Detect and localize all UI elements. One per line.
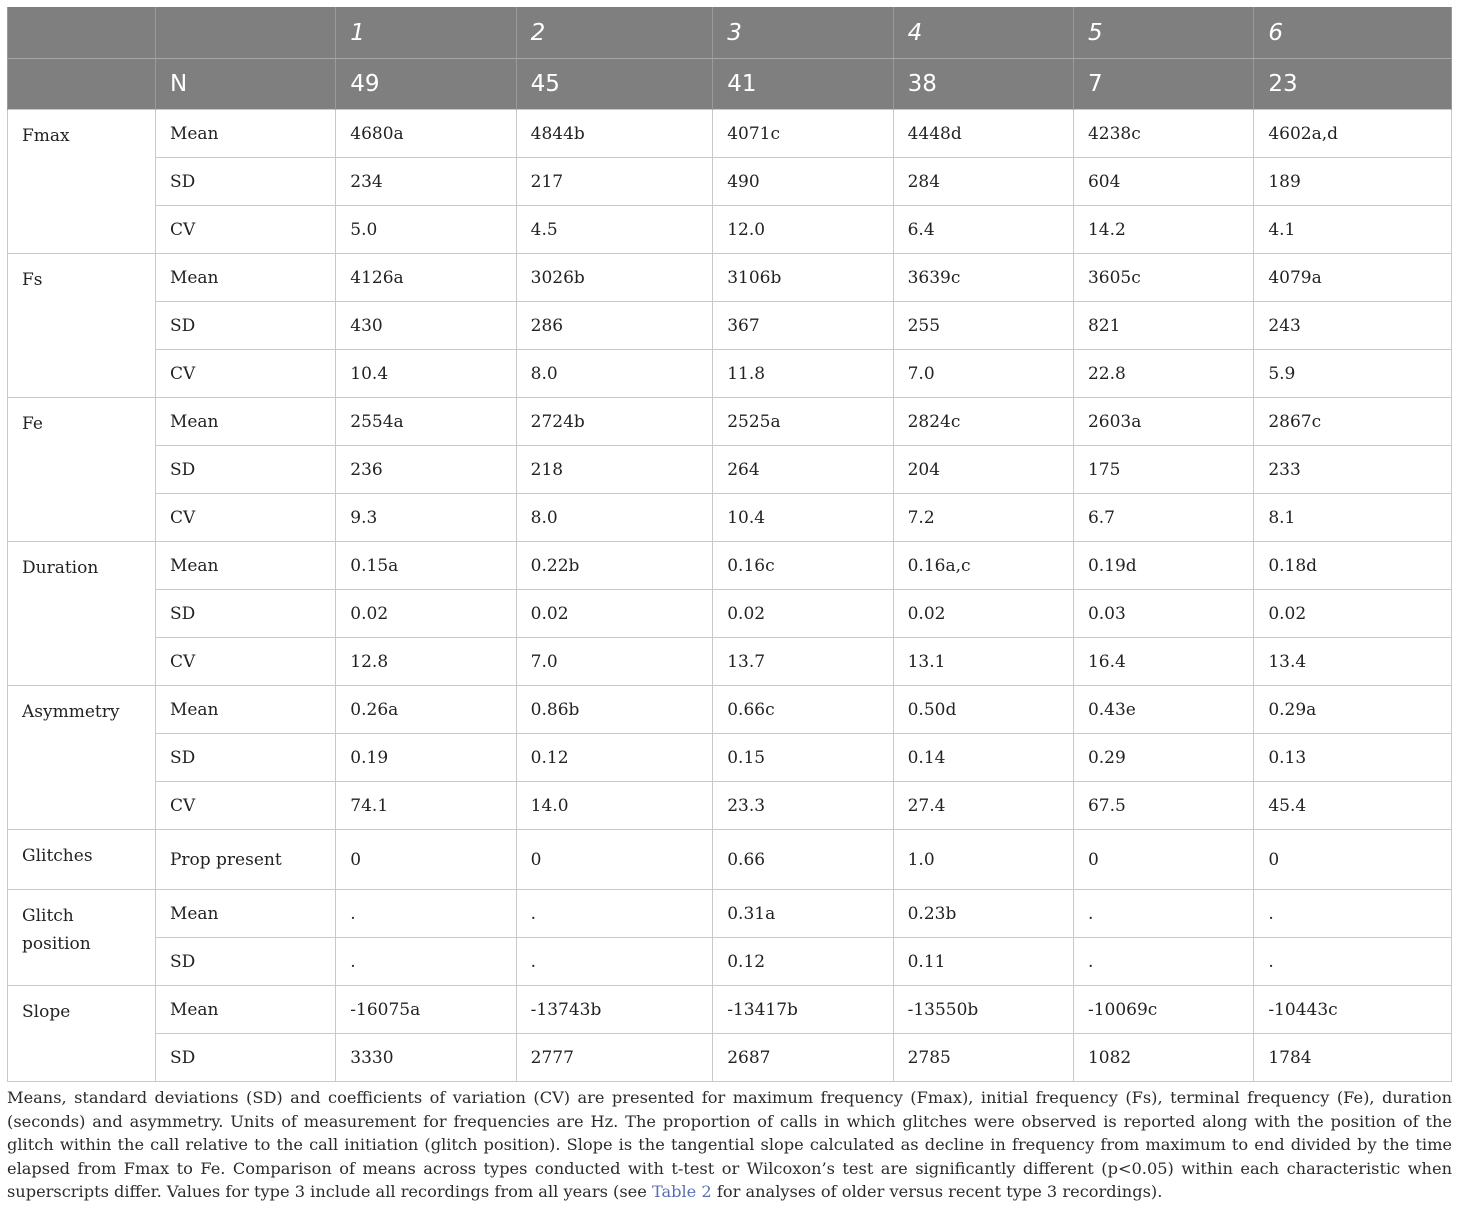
statistic-label: SD bbox=[155, 590, 335, 638]
type-header-row bbox=[8, 7, 1452, 59]
value-cell-type-6: 45.4 bbox=[1254, 782, 1452, 830]
value-cell-type-5: 67.5 bbox=[1073, 782, 1253, 830]
statistic-label: CV bbox=[155, 782, 335, 830]
value-cell-type-2: 0.22b bbox=[516, 542, 713, 590]
table-row bbox=[8, 542, 1452, 590]
value-cell-type-2: 0.02 bbox=[516, 590, 713, 638]
value-cell-type-5: 0.03 bbox=[1073, 590, 1253, 638]
value-cell-type-4: 1.0 bbox=[893, 830, 1073, 890]
statistic-label: CV bbox=[155, 350, 335, 398]
value-cell-type-1: -16075a bbox=[336, 986, 516, 1034]
n-value-1: 49 bbox=[336, 59, 516, 110]
value-cell-type-4: 0.02 bbox=[893, 590, 1073, 638]
n-value-2: 45 bbox=[516, 59, 713, 110]
table-row bbox=[8, 830, 1452, 890]
n-value-4: 38 bbox=[893, 59, 1073, 110]
value-cell-type-5: 4238c bbox=[1073, 110, 1253, 158]
value-cell-type-3: 264 bbox=[713, 446, 893, 494]
value-cell-type-1: 4680a bbox=[336, 110, 516, 158]
table-row bbox=[8, 110, 1452, 158]
value-cell-type-2: 218 bbox=[516, 446, 713, 494]
table-row bbox=[8, 254, 1452, 302]
value-cell-type-6: 0.18d bbox=[1254, 542, 1452, 590]
value-cell-type-4: 284 bbox=[893, 158, 1073, 206]
value-cell-type-3: 2525a bbox=[713, 398, 893, 446]
type-header-5: 5 bbox=[1073, 7, 1253, 59]
table-row bbox=[8, 986, 1452, 1034]
value-cell-type-3: 4071c bbox=[713, 110, 893, 158]
characteristic-label: Duration bbox=[8, 542, 156, 686]
value-cell-type-6: . bbox=[1254, 938, 1452, 986]
value-cell-type-4: 255 bbox=[893, 302, 1073, 350]
n-value-3: 41 bbox=[713, 59, 893, 110]
value-cell-type-4: 3639c bbox=[893, 254, 1073, 302]
statistic-label: Mean bbox=[155, 542, 335, 590]
value-cell-type-2: 0 bbox=[516, 830, 713, 890]
value-cell-type-2: 3026b bbox=[516, 254, 713, 302]
sample-size-row bbox=[8, 59, 1452, 110]
value-cell-type-5: 0.29 bbox=[1073, 734, 1253, 782]
value-cell-type-1: 0.02 bbox=[336, 590, 516, 638]
value-cell-type-1: 430 bbox=[336, 302, 516, 350]
statistic-label: SD bbox=[155, 302, 335, 350]
value-cell-type-2: 8.0 bbox=[516, 350, 713, 398]
table-row bbox=[8, 494, 1452, 542]
table-row bbox=[8, 158, 1452, 206]
table-row bbox=[8, 638, 1452, 686]
header-empty-cell bbox=[8, 59, 156, 110]
value-cell-type-3: 0.12 bbox=[713, 938, 893, 986]
characteristic-label: Fs bbox=[8, 254, 156, 398]
type-header-1: 1 bbox=[336, 7, 516, 59]
value-cell-type-1: 0.26a bbox=[336, 686, 516, 734]
value-cell-type-5: 175 bbox=[1073, 446, 1253, 494]
header-empty-cell bbox=[155, 7, 335, 59]
characteristic-label: Glitches bbox=[8, 830, 156, 890]
value-cell-type-5: 16.4 bbox=[1073, 638, 1253, 686]
table-row bbox=[8, 446, 1452, 494]
value-cell-type-4: 4448d bbox=[893, 110, 1073, 158]
table-row bbox=[8, 590, 1452, 638]
value-cell-type-6: 0.13 bbox=[1254, 734, 1452, 782]
value-cell-type-6: 4079a bbox=[1254, 254, 1452, 302]
n-value-5: 7 bbox=[1073, 59, 1253, 110]
table-row bbox=[8, 890, 1452, 938]
value-cell-type-4: 7.0 bbox=[893, 350, 1073, 398]
caption-text-end: for analyses of older versus recent type 3 recordings). bbox=[711, 1182, 1163, 1201]
table-container bbox=[7, 7, 1452, 1082]
value-cell-type-1: 3330 bbox=[336, 1034, 516, 1082]
statistic-label: CV bbox=[155, 638, 335, 686]
value-cell-type-3: 0.31a bbox=[713, 890, 893, 938]
value-cell-type-6: 1784 bbox=[1254, 1034, 1452, 1082]
table-row bbox=[8, 1034, 1452, 1082]
characteristic-label: Fe bbox=[8, 398, 156, 542]
characteristic-label-line: Glitch bbox=[22, 906, 74, 926]
value-cell-type-4: 2824c bbox=[893, 398, 1073, 446]
value-cell-type-6: 189 bbox=[1254, 158, 1452, 206]
value-cell-type-2: 14.0 bbox=[516, 782, 713, 830]
value-cell-type-5: 2603a bbox=[1073, 398, 1253, 446]
value-cell-type-3: 2687 bbox=[713, 1034, 893, 1082]
value-cell-type-5: . bbox=[1073, 938, 1253, 986]
value-cell-type-4: 0.14 bbox=[893, 734, 1073, 782]
statistic-label: Prop present bbox=[155, 830, 335, 890]
value-cell-type-2: 2724b bbox=[516, 398, 713, 446]
value-cell-type-3: -13417b bbox=[713, 986, 893, 1034]
value-cell-type-1: 236 bbox=[336, 446, 516, 494]
value-cell-type-6: 5.9 bbox=[1254, 350, 1452, 398]
value-cell-type-3: 0.15 bbox=[713, 734, 893, 782]
value-cell-type-6: 8.1 bbox=[1254, 494, 1452, 542]
value-cell-type-4: -13550b bbox=[893, 986, 1073, 1034]
value-cell-type-5: 22.8 bbox=[1073, 350, 1253, 398]
value-cell-type-4: 0.23b bbox=[893, 890, 1073, 938]
value-cell-type-4: 2785 bbox=[893, 1034, 1073, 1082]
value-cell-type-1: . bbox=[336, 938, 516, 986]
value-cell-type-1: 74.1 bbox=[336, 782, 516, 830]
value-cell-type-1: 4126a bbox=[336, 254, 516, 302]
value-cell-type-2: -13743b bbox=[516, 986, 713, 1034]
value-cell-type-4: 0.11 bbox=[893, 938, 1073, 986]
value-cell-type-5: 3605c bbox=[1073, 254, 1253, 302]
statistic-label: SD bbox=[155, 158, 335, 206]
value-cell-type-3: 0.66c bbox=[713, 686, 893, 734]
value-cell-type-2: 286 bbox=[516, 302, 713, 350]
statistic-label: Mean bbox=[155, 398, 335, 446]
value-cell-type-4: 13.1 bbox=[893, 638, 1073, 686]
table-row bbox=[8, 938, 1452, 986]
value-cell-type-5: 0 bbox=[1073, 830, 1253, 890]
value-cell-type-2: 0.12 bbox=[516, 734, 713, 782]
value-cell-type-5: -10069c bbox=[1073, 986, 1253, 1034]
value-cell-type-1: 0.19 bbox=[336, 734, 516, 782]
statistic-label: CV bbox=[155, 494, 335, 542]
value-cell-type-3: 0.16c bbox=[713, 542, 893, 590]
value-cell-type-1: 0.15a bbox=[336, 542, 516, 590]
statistic-label: SD bbox=[155, 1034, 335, 1082]
value-cell-type-3: 13.7 bbox=[713, 638, 893, 686]
value-cell-type-4: 6.4 bbox=[893, 206, 1073, 254]
value-cell-type-1: 12.8 bbox=[336, 638, 516, 686]
type-header-4: 4 bbox=[893, 7, 1073, 59]
value-cell-type-5: 604 bbox=[1073, 158, 1253, 206]
table-row bbox=[8, 350, 1452, 398]
call-characteristics-table bbox=[7, 7, 1452, 1082]
statistic-label: SD bbox=[155, 938, 335, 986]
value-cell-type-6: . bbox=[1254, 890, 1452, 938]
table-row bbox=[8, 206, 1452, 254]
value-cell-type-4: 7.2 bbox=[893, 494, 1073, 542]
statistic-label: Mean bbox=[155, 890, 335, 938]
value-cell-type-1: 2554a bbox=[336, 398, 516, 446]
value-cell-type-5: 0.43e bbox=[1073, 686, 1253, 734]
value-cell-type-4: 204 bbox=[893, 446, 1073, 494]
statistic-label: Mean bbox=[155, 986, 335, 1034]
table-row bbox=[8, 734, 1452, 782]
value-cell-type-6: 2867c bbox=[1254, 398, 1452, 446]
value-cell-type-2: 7.0 bbox=[516, 638, 713, 686]
characteristic-label: Fmax bbox=[8, 110, 156, 254]
value-cell-type-2: . bbox=[516, 938, 713, 986]
value-cell-type-6: 13.4 bbox=[1254, 638, 1452, 686]
table-row bbox=[8, 782, 1452, 830]
n-value-6: 23 bbox=[1254, 59, 1452, 110]
table-header bbox=[8, 7, 1452, 110]
statistic-label: Mean bbox=[155, 254, 335, 302]
value-cell-type-6: 243 bbox=[1254, 302, 1452, 350]
value-cell-type-6: 0 bbox=[1254, 830, 1452, 890]
value-cell-type-3: 490 bbox=[713, 158, 893, 206]
value-cell-type-3: 23.3 bbox=[713, 782, 893, 830]
table-row bbox=[8, 686, 1452, 734]
characteristic-label: Asymmetry bbox=[8, 686, 156, 830]
value-cell-type-1: 0 bbox=[336, 830, 516, 890]
table-body bbox=[8, 110, 1452, 1082]
value-cell-type-2: 8.0 bbox=[516, 494, 713, 542]
value-cell-type-6: 4602a,d bbox=[1254, 110, 1452, 158]
value-cell-type-5: 0.19d bbox=[1073, 542, 1253, 590]
statistic-label: SD bbox=[155, 734, 335, 782]
characteristic-label bbox=[8, 890, 156, 986]
type-header-3: 3 bbox=[713, 7, 893, 59]
value-cell-type-6: 0.29a bbox=[1254, 686, 1452, 734]
statistic-label: SD bbox=[155, 446, 335, 494]
value-cell-type-3: 3106b bbox=[713, 254, 893, 302]
value-cell-type-5: 821 bbox=[1073, 302, 1253, 350]
statistic-label: Mean bbox=[155, 686, 335, 734]
value-cell-type-6: 0.02 bbox=[1254, 590, 1452, 638]
statistic-label: CV bbox=[155, 206, 335, 254]
value-cell-type-6: -10443c bbox=[1254, 986, 1452, 1034]
value-cell-type-3: 11.8 bbox=[713, 350, 893, 398]
value-cell-type-2: 217 bbox=[516, 158, 713, 206]
value-cell-type-2: 2777 bbox=[516, 1034, 713, 1082]
value-cell-type-6: 4.1 bbox=[1254, 206, 1452, 254]
value-cell-type-2: 0.86b bbox=[516, 686, 713, 734]
value-cell-type-4: 0.16a,c bbox=[893, 542, 1073, 590]
value-cell-type-1: 10.4 bbox=[336, 350, 516, 398]
value-cell-type-3: 12.0 bbox=[713, 206, 893, 254]
value-cell-type-4: 0.50d bbox=[893, 686, 1073, 734]
statistic-label: Mean bbox=[155, 110, 335, 158]
characteristic-label: Slope bbox=[8, 986, 156, 1082]
value-cell-type-1: 234 bbox=[336, 158, 516, 206]
type-header-2: 2 bbox=[516, 7, 713, 59]
value-cell-type-5: 1082 bbox=[1073, 1034, 1253, 1082]
caption-text: Means, standard deviations (SD) and coefficients of variation (CV) are presented for maximum frequency (Fmax), initial frequency (Fs), terminal frequency (Fe), duration (seconds) and asymmetry. Units of measurement for frequencies are Hz. The proportion of calls in which glitches were observed is reported along with the position of the glitch within the call relative to the call initiation (glitch position). Slope is the tangential slope calculated as decline in frequency from maximum to end divided by the time elapsed from Fmax to Fe. Comparison of means across types conducted with t-test or Wilcoxon’s test are significantly different (p<0.05) within each characteristic when superscripts differ. Values for type 3 include all recordings from all years (see bbox=[7, 1088, 1452, 1201]
value-cell-type-6: 233 bbox=[1254, 446, 1452, 494]
type-header-6: 6 bbox=[1254, 7, 1452, 59]
value-cell-type-1: . bbox=[336, 890, 516, 938]
value-cell-type-4: 27.4 bbox=[893, 782, 1073, 830]
value-cell-type-5: . bbox=[1073, 890, 1253, 938]
value-cell-type-5: 14.2 bbox=[1073, 206, 1253, 254]
table-2-link[interactable]: Table 2 bbox=[651, 1182, 712, 1201]
value-cell-type-2: . bbox=[516, 890, 713, 938]
value-cell-type-5: 6.7 bbox=[1073, 494, 1253, 542]
value-cell-type-2: 4.5 bbox=[516, 206, 713, 254]
value-cell-type-1: 9.3 bbox=[336, 494, 516, 542]
value-cell-type-3: 0.66 bbox=[713, 830, 893, 890]
value-cell-type-3: 0.02 bbox=[713, 590, 893, 638]
table-row bbox=[8, 398, 1452, 446]
value-cell-type-3: 367 bbox=[713, 302, 893, 350]
value-cell-type-2: 4844b bbox=[516, 110, 713, 158]
characteristic-label-line: position bbox=[22, 934, 91, 954]
table-row bbox=[8, 302, 1452, 350]
n-label: N bbox=[155, 59, 335, 110]
value-cell-type-1: 5.0 bbox=[336, 206, 516, 254]
table-caption bbox=[7, 1086, 1452, 1204]
header-empty-cell bbox=[8, 7, 156, 59]
value-cell-type-3: 10.4 bbox=[713, 494, 893, 542]
